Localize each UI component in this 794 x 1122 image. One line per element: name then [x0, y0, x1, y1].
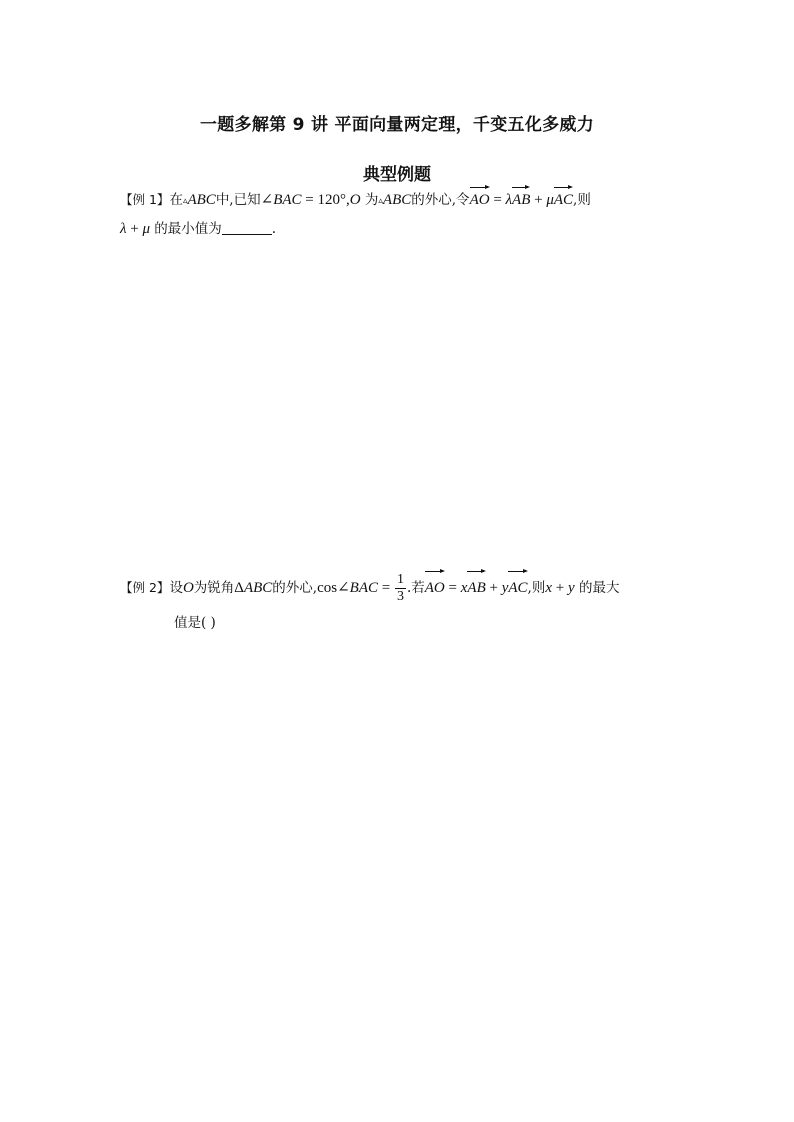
- math-text: =: [378, 580, 394, 596]
- text: ,则: [527, 580, 546, 596]
- angle-symbol: ∠: [260, 192, 274, 208]
- text: ,则: [573, 192, 591, 208]
- math-text: +: [530, 192, 547, 208]
- math-text: = 120°,: [301, 192, 350, 208]
- answer-choice-text: 值是( ): [174, 615, 216, 631]
- vector-label: AB: [512, 192, 531, 208]
- math-var: x: [545, 580, 553, 596]
- vector-arrow-icon: [512, 185, 530, 190]
- triangle-symbol: ▵: [378, 196, 383, 206]
- math-var: ABC: [382, 192, 412, 208]
- page-title: 一题多解第 9 讲 平面向量两定理，千变五化多威力: [199, 115, 595, 135]
- math-var: ABC: [187, 192, 216, 208]
- section-title: 典型例题: [363, 165, 431, 185]
- math-var: λ: [505, 192, 513, 208]
- example-1-line-2: [120, 219, 276, 239]
- example-1-line-1: [120, 188, 591, 211]
- math-var: λ: [120, 221, 127, 237]
- vector-arrow-icon: [425, 569, 445, 574]
- vector-label: AC: [553, 192, 574, 208]
- math-var: y: [567, 580, 575, 596]
- math-var: y: [501, 580, 509, 596]
- vector-ac: [554, 188, 573, 210]
- math-text: cos: [317, 580, 338, 596]
- text: 为: [360, 192, 379, 208]
- math-var: BAC: [349, 580, 378, 596]
- text: 的最大: [574, 580, 620, 596]
- math-var: ABC: [243, 580, 273, 596]
- text: 的最小值为: [150, 221, 222, 237]
- angle-symbol: ∠: [337, 580, 350, 596]
- vector-ao: [470, 188, 490, 210]
- vector-ac: [508, 572, 527, 602]
- answer-blank: [222, 220, 272, 235]
- example-1-tag: 【例 1】: [120, 192, 170, 207]
- vector-ab: [467, 572, 485, 602]
- fraction-denominator: 3: [396, 589, 404, 604]
- math-text: =: [444, 580, 461, 596]
- math-text: +: [485, 580, 502, 596]
- text: .: [271, 221, 277, 237]
- math-var: μ: [142, 221, 150, 237]
- vector-label: AB: [467, 580, 486, 596]
- text: 为锐角: [193, 580, 235, 596]
- vector-ab: [512, 188, 530, 210]
- vector-label: AO: [424, 580, 445, 596]
- math-var: BAC: [273, 192, 302, 208]
- vector-arrow-icon: [470, 185, 490, 190]
- delta-symbol: Δ: [234, 580, 244, 596]
- example-2-line-1: [120, 572, 619, 605]
- triangle-symbol: ▵: [182, 196, 188, 206]
- math-var: x: [460, 580, 468, 596]
- math-text: =: [489, 192, 506, 208]
- vector-label: AC: [508, 580, 528, 596]
- text: 在: [169, 192, 183, 208]
- math-var: O: [349, 192, 361, 208]
- text: 的外心,令: [411, 192, 470, 208]
- text: .若: [406, 580, 425, 596]
- math-var: μ: [546, 192, 554, 208]
- vector-arrow-icon: [554, 185, 573, 190]
- text: 中,已知: [215, 192, 261, 208]
- math-var: O: [182, 580, 194, 596]
- vector-arrow-icon: [508, 569, 527, 574]
- math-text: +: [126, 221, 143, 237]
- example-2-tag: 【例 2】: [120, 580, 170, 595]
- vector-arrow-icon: [467, 569, 485, 574]
- vector-label: AO: [469, 192, 490, 208]
- vector-ao: [425, 572, 445, 602]
- fraction: [395, 572, 406, 605]
- fraction-numerator: 1: [396, 572, 404, 587]
- math-text: +: [552, 580, 568, 596]
- text: 的外心,: [272, 580, 318, 596]
- example-2-line-2: [174, 613, 216, 633]
- text: 设: [169, 580, 183, 596]
